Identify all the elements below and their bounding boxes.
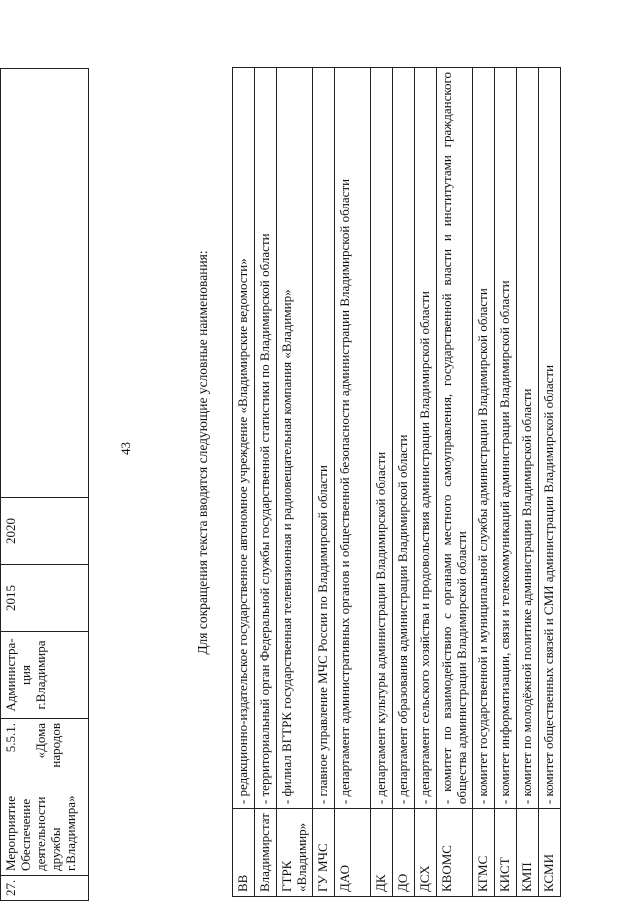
abbr-cell: ГУ МЧС xyxy=(313,809,335,897)
abbr-cell: ДАО xyxy=(335,809,371,897)
abbreviations-heading: Для сокращения текста вводятся следующие условные наименования: xyxy=(195,250,210,655)
measure-end-year: 2020 xyxy=(1,498,89,565)
desc-cell: - департамент административных органов и общественной безопасности администрации Владимирской области xyxy=(335,68,371,809)
measure-name: Мероприятие 5.5.1. Обеспечение деятельности «Дома дружбы народов г.Владимира» xyxy=(1,719,89,876)
table-row xyxy=(1,69,89,901)
abbr-cell: Владимирстат xyxy=(255,809,277,897)
abbr-cell: КСМИ xyxy=(539,809,561,897)
table-row xyxy=(313,68,335,897)
row-number: 27. xyxy=(1,876,89,901)
abbreviations-table xyxy=(232,67,561,897)
table-row xyxy=(393,68,415,897)
abbr-cell: ДСХ xyxy=(415,809,437,897)
table-row xyxy=(437,68,473,897)
desc-cell: - филиал ВГТРК государственная телевизионная и радиовещательная компания «Владимир» xyxy=(277,68,313,809)
table-row xyxy=(517,68,539,897)
desc-cell: - департамент образования администрации Владимирской области xyxy=(393,68,415,809)
measure-note xyxy=(1,69,89,498)
abbr-cell: ГТРК «Владимир» xyxy=(277,809,313,897)
table-row xyxy=(539,68,561,897)
table-row xyxy=(255,68,277,897)
table-row xyxy=(277,68,313,897)
table-row xyxy=(415,68,437,897)
desc-cell: - комитет по взаимодействию с органами местного самоуправления, государственной власти и институтами гражданского общества администрации Владимирской области xyxy=(437,68,473,809)
desc-cell: - главное управление МЧС России по Владимирской области xyxy=(313,68,335,809)
desc-cell: - департамент сельского хозяйства и продовольствия администрации Владимирской области xyxy=(415,68,437,809)
table-row xyxy=(371,68,393,897)
desc-cell: - комитет государственной и муниципальной службы администрации Владимирской области xyxy=(473,68,495,809)
table-row xyxy=(233,68,255,897)
abbr-cell: ВВ xyxy=(233,809,255,897)
desc-cell: - редакционно-издательское государственное автономное учреждение «Владимирские ведомости» xyxy=(233,68,255,809)
abbr-cell: КМП xyxy=(517,809,539,897)
abbr-cell: ДО xyxy=(393,809,415,897)
measure-executor: Администра-ция г.Владимира xyxy=(1,632,89,719)
desc-cell: - комитет общественных связей и СМИ администрации Владимирской области xyxy=(539,68,561,809)
desc-cell: - департамент культуры администрации Владимирской области xyxy=(371,68,393,809)
table-row xyxy=(335,68,371,897)
page-number: 43 xyxy=(118,442,133,455)
table-row xyxy=(495,68,517,897)
measure-start-year: 2015 xyxy=(1,565,89,632)
measures-table xyxy=(0,68,89,901)
abbr-cell: КГМС xyxy=(473,809,495,897)
abbr-cell: КИСТ xyxy=(495,809,517,897)
table-row xyxy=(473,68,495,897)
desc-cell: - территориальный орган Федеральной службы государственной статистики по Владимирской области xyxy=(255,68,277,809)
desc-cell: - комитет по молодёжной политике администрации Владимирской области xyxy=(517,68,539,809)
abbr-cell: КВОМС xyxy=(437,809,473,897)
desc-cell: - комитет информатизации, связи и телекоммуникаций администрации Владимирской области xyxy=(495,68,517,809)
abbr-cell: ДК xyxy=(371,809,393,897)
